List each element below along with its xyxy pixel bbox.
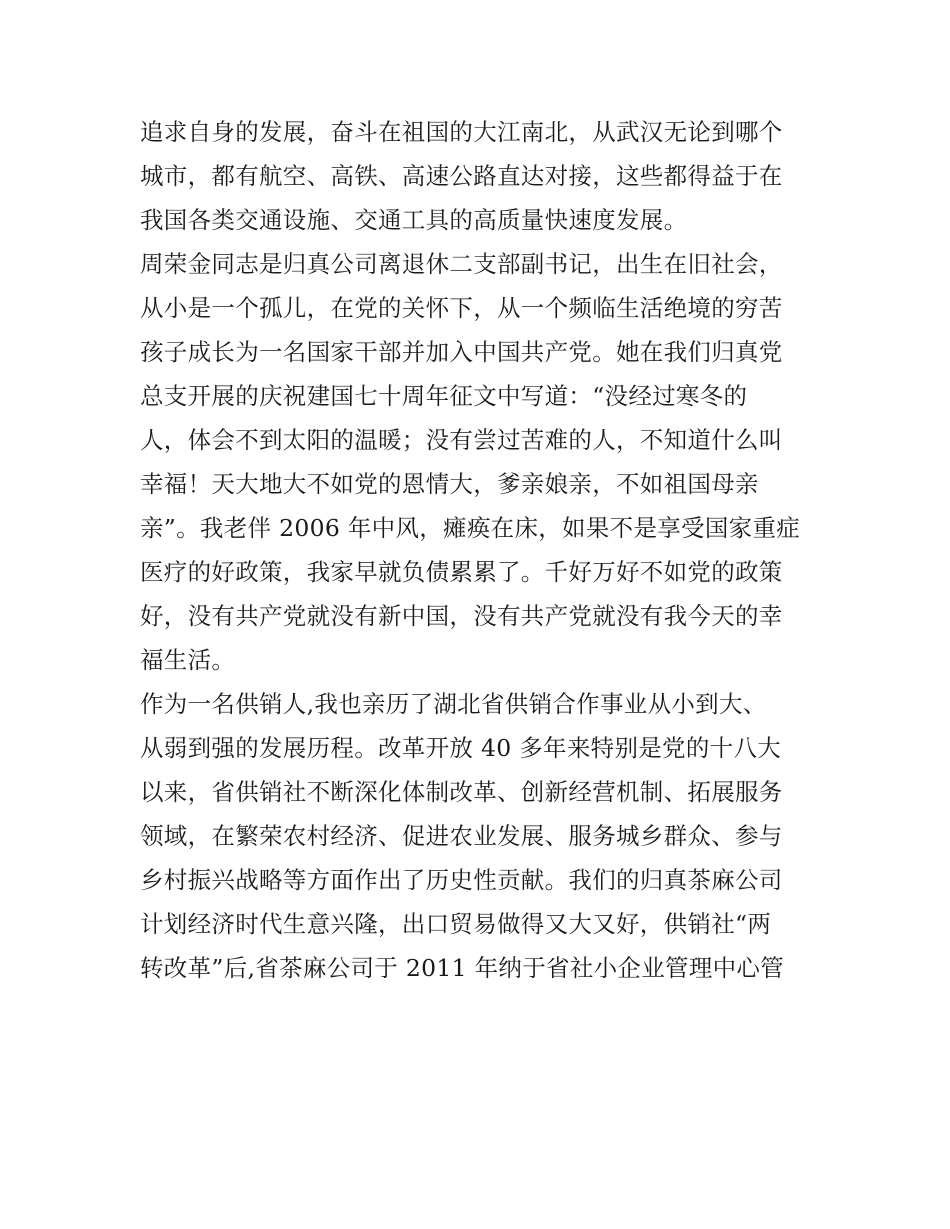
text-line: 总支开展的庆祝建国七十周年征文中写道：“没经过寒冬的 xyxy=(140,382,748,410)
text-line: 从小是一个孤儿，在党的关怀下，从一个频临生活绝境的穷苦 xyxy=(140,294,783,322)
text-line: 转改革”后,省茶麻公司于 2011 年纳于省社小企业管理中心管 xyxy=(140,954,785,982)
text-line: 以来，省供销社不断深化体制改革、创新经营机制、拓展服务 xyxy=(140,778,783,806)
text-line: 人，体会不到太阳的温暖；没有尝过苦难的人，不知道什么叫 xyxy=(140,426,783,454)
text-line: 好，没有共产党就没有新中国，没有共产党就没有我今天的幸 xyxy=(140,602,783,630)
text-line: 福生活。 xyxy=(140,646,236,674)
text-line: 医疗的好政策，我家早就负债累累了。千好万好不如党的政策 xyxy=(140,558,783,586)
text-line: 乡村振兴战略等方面作出了历史性贡献。我们的归真茶麻公司 xyxy=(140,866,783,894)
text-line: 城市，都有航空、高铁、高速公路直达对接，这些都得益于在 xyxy=(140,162,783,190)
text-line: 从弱到强的发展历程。改革开放 40 多年来特别是党的十八大 xyxy=(140,734,782,762)
text-line: 计划经济时代生意兴隆，出口贸易做得又大又好，供销社“两 xyxy=(140,910,772,938)
text-line: 周荣金同志是归真公司离退休二支部副书记，出生在旧社会， xyxy=(140,250,783,278)
text-line: 幸福！天大地大不如党的恩情大，爹亲娘亲，不如祖国母亲 xyxy=(140,470,759,498)
text-line: 我国各类交通设施、交通工具的高质量快速度发展。 xyxy=(140,206,688,234)
text-line: 追求自身的发展，奋斗在祖国的大江南北，从武汉无论到哪个 xyxy=(140,118,783,146)
body-text xyxy=(140,110,820,990)
text-line: 孩子成长为一名国家干部并加入中国共产党。她在我们归真党 xyxy=(140,338,783,366)
text-line: 作为一名供销人,我也亲历了湖北省供销合作事业从小到大、 xyxy=(140,690,767,718)
text-line: 领域，在繁荣农村经济、促进农业发展、服务城乡群众、参与 xyxy=(140,822,783,850)
text-line: 亲”。我老伴 2006 年中风，瘫痪在床，如果不是享受国家重症 xyxy=(140,514,801,542)
